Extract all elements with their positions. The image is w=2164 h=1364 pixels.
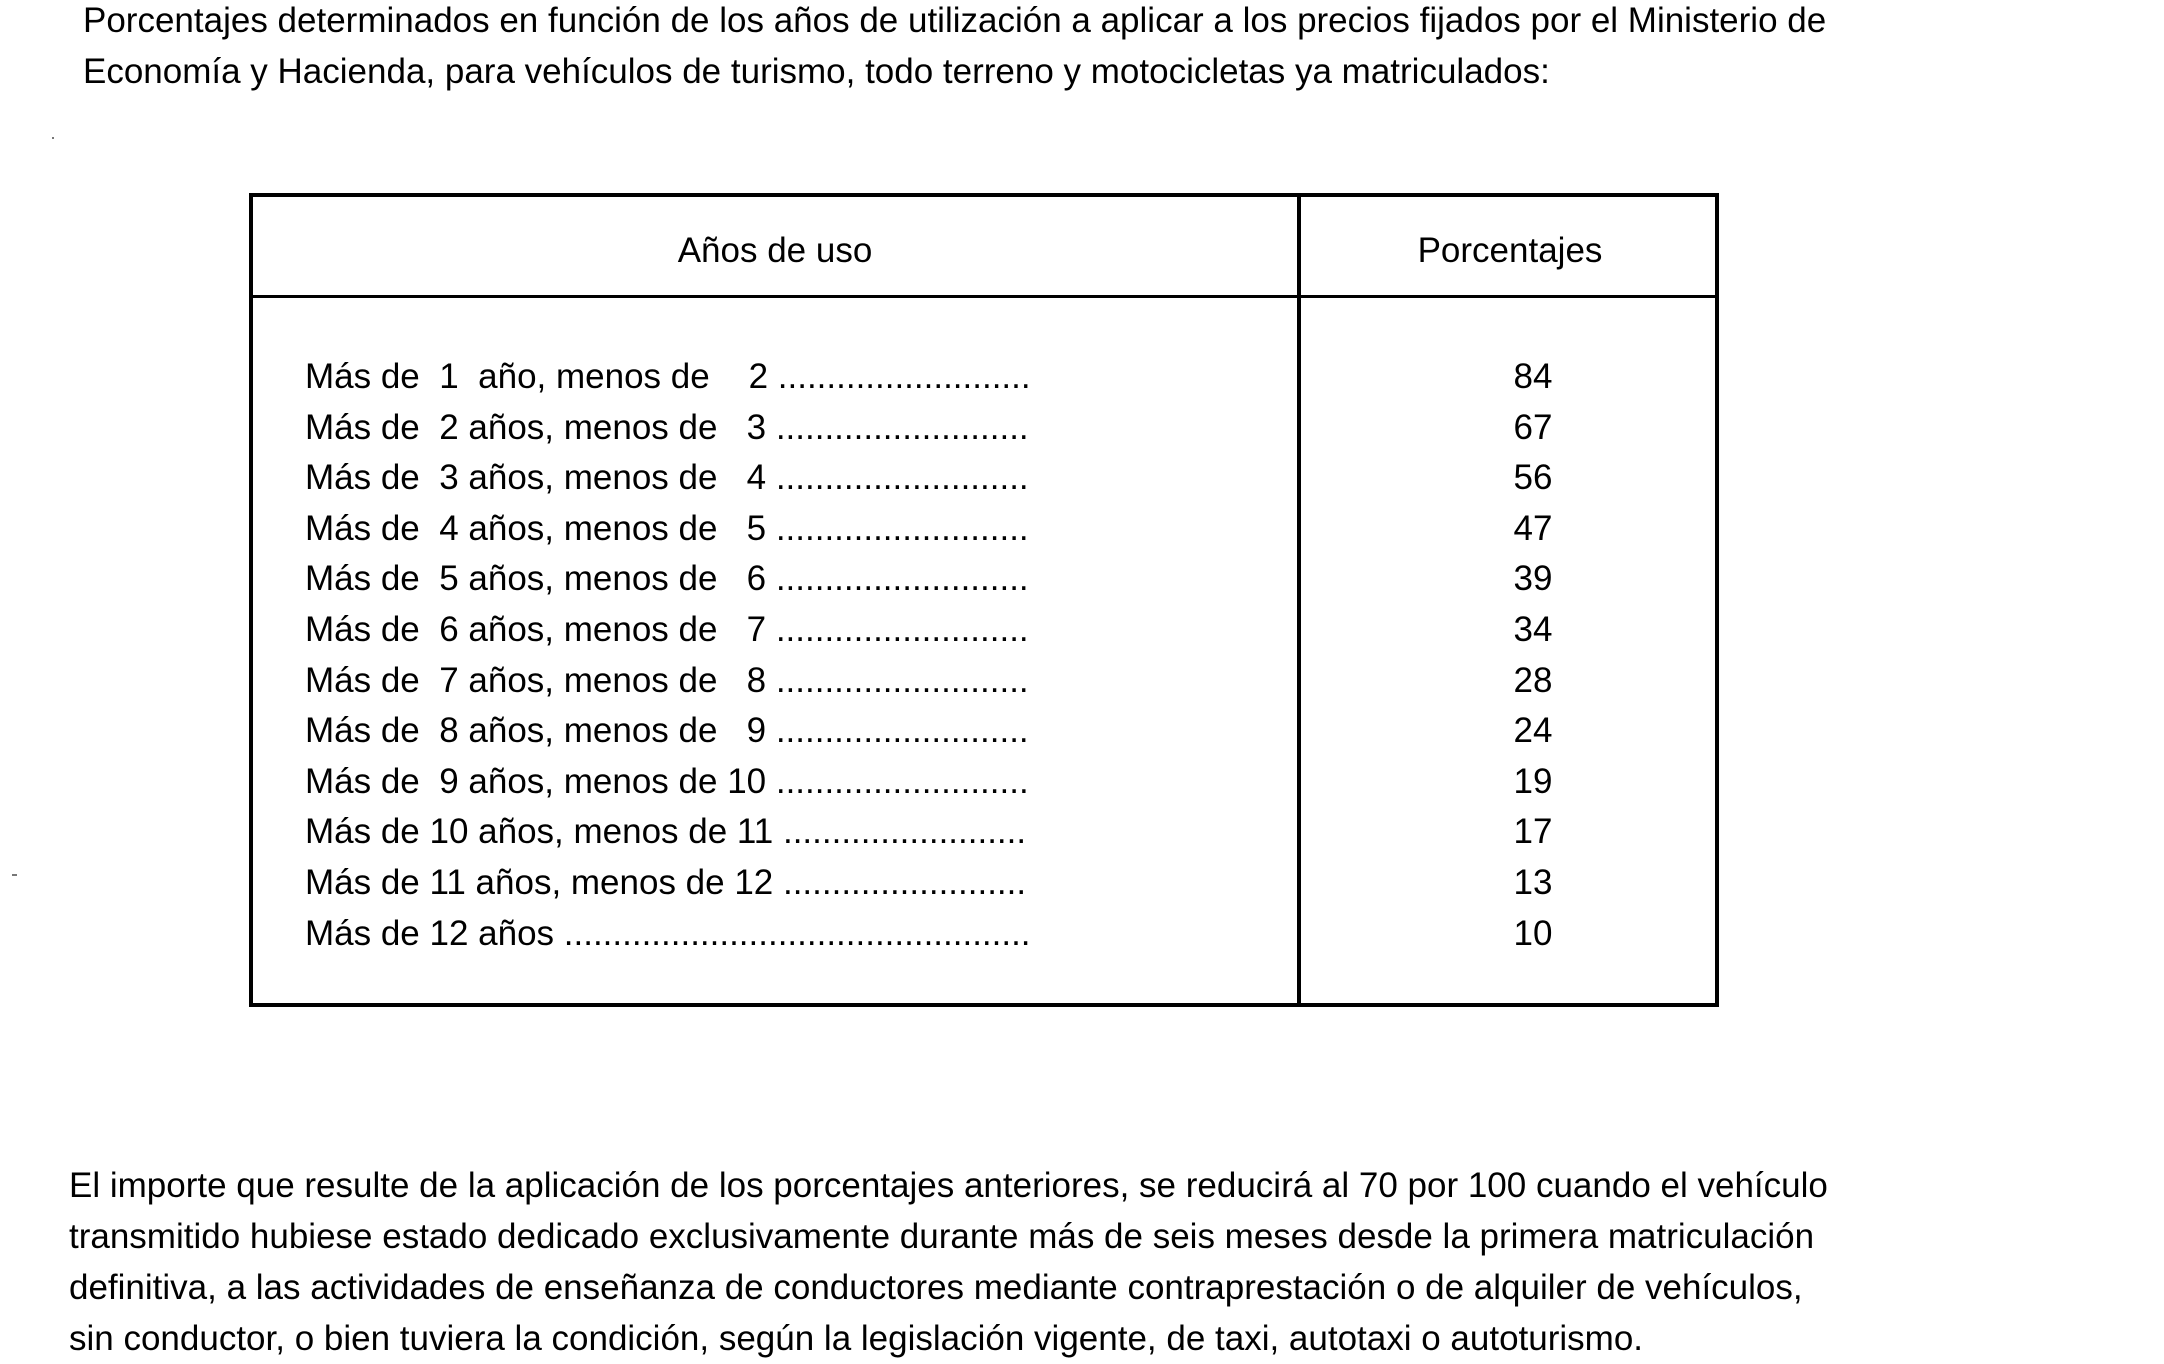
outro-line-3: definitiva, a las actividades de enseñanza de conductores mediante contraprestación o de alquiler de vehículos, (69, 1268, 1803, 1307)
table-row (253, 405, 1715, 456)
table-row (253, 708, 1715, 759)
row-label: Más de 1 año, menos de 2 .......................... (305, 357, 1031, 396)
table-row (253, 860, 1715, 911)
row-label: Más de 8 años, menos de 9 .......................... (305, 711, 1029, 751)
table-row (253, 759, 1715, 810)
table-row (253, 658, 1715, 709)
row-percentage: 47 (1513, 508, 1553, 548)
header-divider (253, 295, 1715, 298)
row-label: Más de 6 años, menos de 7 .......................... (305, 609, 1029, 649)
header-percentages: Porcentajes (1417, 231, 1603, 270)
row-label: Más de 10 años, menos de 11 ......................... (305, 812, 1027, 852)
row-percentage: 19 (1513, 761, 1553, 801)
intro-line-2: Economía y Hacienda, para vehículos de turismo, todo terreno y motocicletas ya matriculados: (83, 52, 1550, 91)
table-row (253, 556, 1715, 607)
table-row (253, 506, 1715, 557)
table-row (253, 354, 1715, 405)
row-percentage: 13 (1513, 862, 1553, 902)
table-row (253, 455, 1715, 506)
outro-line-1: El importe que resulte de la aplicación de los porcentajes anteriores, se reducirá al 70 por 100 cuando el vehículo (69, 1166, 1828, 1205)
row-percentage: 84 (1513, 357, 1553, 396)
row-percentage: 34 (1513, 609, 1553, 649)
row-percentage: 28 (1513, 660, 1553, 700)
scan-speck (12, 874, 17, 876)
row-label: Más de 4 años, menos de 5 .......................... (305, 508, 1029, 548)
depreciation-table (249, 193, 1719, 1007)
row-percentage: 39 (1513, 559, 1553, 599)
row-label: Más de 9 años, menos de 10 .......................... (305, 761, 1029, 801)
table-row (253, 809, 1715, 860)
table-row (253, 607, 1715, 658)
row-label: Más de 7 años, menos de 8 .......................... (305, 660, 1029, 700)
table-body (253, 354, 1715, 961)
row-percentage: 17 (1513, 812, 1553, 852)
row-percentage: 56 (1513, 458, 1553, 498)
row-label: Más de 2 años, menos de 3 .......................... (305, 407, 1029, 447)
row-percentage: 67 (1513, 407, 1553, 447)
intro-line-1: Porcentajes determinados en función de los años de utilización a aplicar a los precios fijados por el Ministerio de (83, 1, 1827, 40)
header-years-of-use: Años de uso (677, 231, 873, 270)
outro-line-4: sin conductor, o bien tuviera la condición, según la legislación vigente, de taxi, autotaxi o autoturismo. (69, 1319, 1644, 1358)
row-label: Más de 11 años, menos de 12 ......................... (305, 862, 1027, 902)
closing-paragraph (69, 1160, 1828, 1364)
row-percentage: 24 (1513, 711, 1553, 751)
row-percentage: 10 (1513, 913, 1553, 953)
row-label: Más de 3 años, menos de 4 .......................... (305, 458, 1029, 498)
table-row (253, 911, 1715, 962)
row-label: Más de 12 años ................................................ (305, 913, 1031, 953)
row-label: Más de 5 años, menos de 6 .......................... (305, 559, 1029, 599)
intro-paragraph (83, 0, 1826, 97)
scan-speck (52, 137, 54, 139)
outro-line-2: transmitido hubiese estado dedicado exclusivamente durante más de seis meses desde la primera matriculación (69, 1217, 1815, 1256)
